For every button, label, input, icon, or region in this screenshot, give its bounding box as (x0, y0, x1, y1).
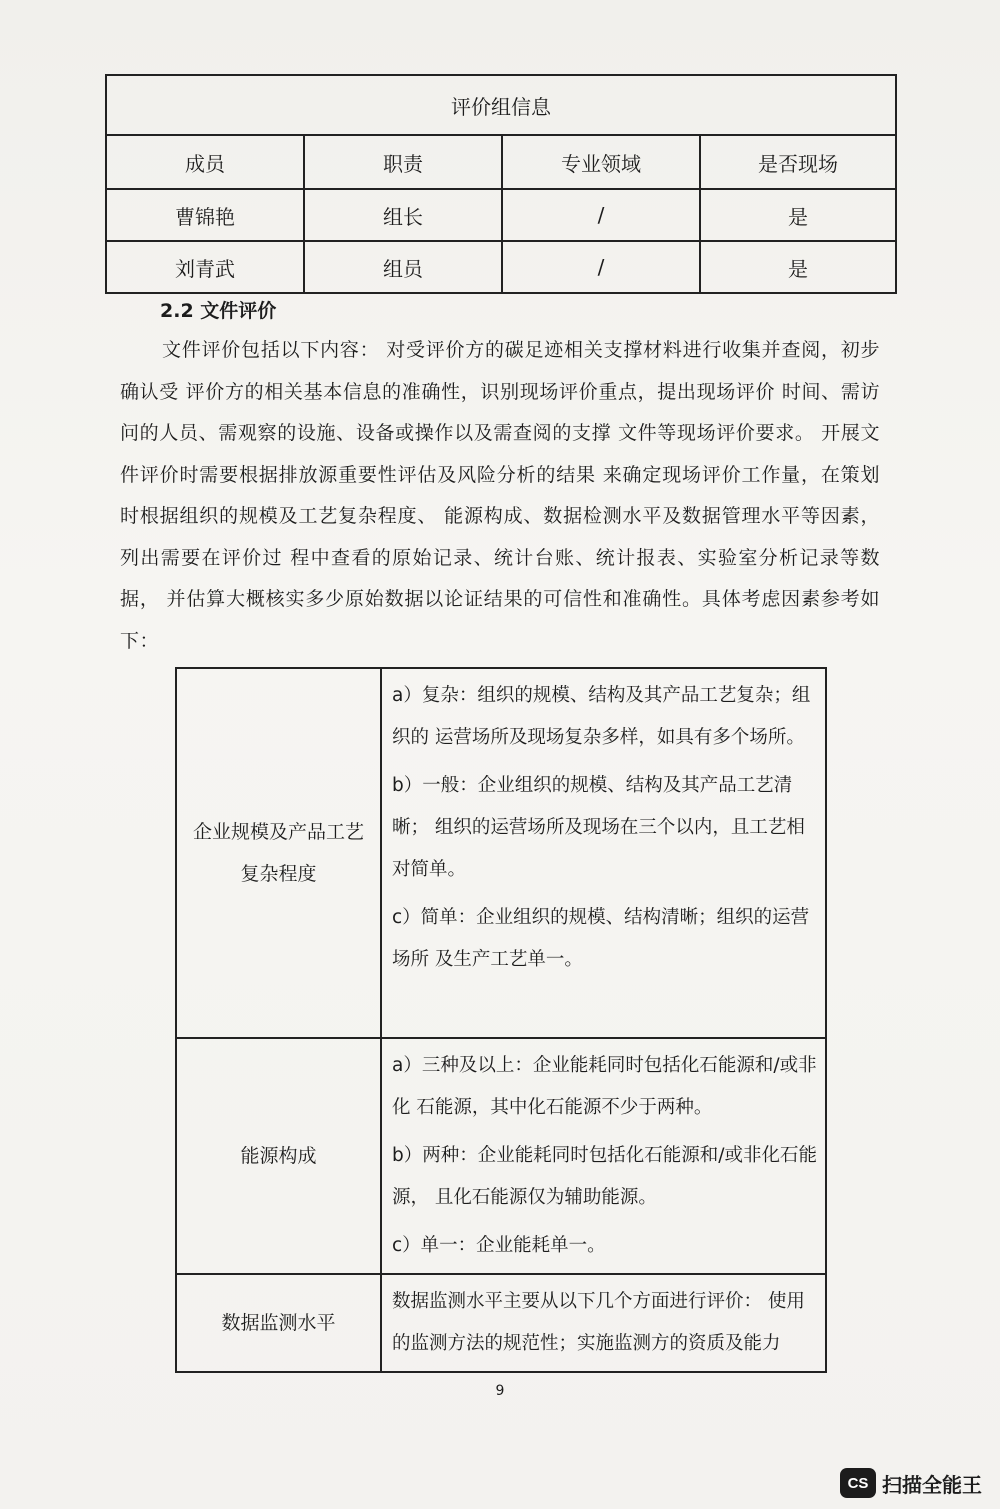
scanner-watermark (840, 1468, 982, 1498)
criteria-name: 企业规模及产品工艺 复杂程度 (176, 668, 381, 1038)
member-field: / (502, 189, 700, 241)
criteria-item: b）两种：企业能耗同时包括化石能源和/或非化石能源， 且化石能源仅为辅助能源。 (392, 1145, 817, 1208)
section-heading: 2.2 文件评价 (160, 300, 277, 322)
page-number: 9 (495, 1383, 505, 1399)
member-name: 刘青武 (106, 241, 304, 293)
member-field: / (502, 241, 700, 293)
criteria-name: 数据监测水平 (176, 1274, 381, 1372)
team-table-caption: 评价组信息 (106, 75, 896, 135)
scanner-app-name: 扫描全能王 (882, 1472, 982, 1497)
column-header-field: 专业领域 (502, 135, 700, 189)
criteria-table (175, 667, 827, 1373)
criteria-item: a）复杂：组织的规模、结构及其产品工艺复杂；组织的 运营场所及现场复杂多样，如具有多个场所。 (392, 685, 811, 748)
column-header-role: 职责 (304, 135, 502, 189)
member-role: 组长 (304, 189, 502, 241)
criteria-description (381, 668, 826, 1038)
criteria-item: 数据监测水平主要从以下几个方面进行评价： 使用的监测方法的规范性；实施监测方的资质及能力 (392, 1291, 805, 1354)
member-role: 组员 (304, 241, 502, 293)
criteria-name: 能源构成 (176, 1038, 381, 1274)
member-onsite: 是 (700, 241, 896, 293)
criteria-item: b）一般：企业组织的规模、结构及其产品工艺清晰； 组织的运营场所及现场在三个以内，且工艺相对简单。 (392, 775, 805, 880)
criteria-row (176, 1274, 826, 1372)
table-row (106, 189, 896, 241)
member-name: 曹锦艳 (106, 189, 304, 241)
column-header-member: 成员 (106, 135, 304, 189)
criteria-row (176, 668, 826, 1038)
criteria-item: c）简单：企业组织的规模、结构清晰；组织的运营场所 及生产工艺单一。 (392, 907, 810, 970)
criteria-description (381, 1038, 826, 1274)
evaluation-team-table (105, 74, 897, 294)
criteria-description (381, 1274, 826, 1372)
member-onsite: 是 (700, 189, 896, 241)
criteria-row (176, 1038, 826, 1274)
section-paragraph: 文件评价包括以下内容： 对受评价方的碳足迹相关支撑材料进行收集并查阅，初步确认受 评价方的相关基本信息的准确性，识别现场评价重点，提出现场评价 时间、需访问的人员、需观察的设施、设备或操作以及需查阅的支撑 文件等现场评价要求。 开展文件评价时需要根据排放源重要性评估及风险分析的结果 来确定现场评价工作量，在策划时根据组织的规模及工艺复杂程度、 能源构成、数据检测水平及数据管理水平等因素，列出需要在评价过 程中查看的原始记录、统计台账、统计报表、实验室分析记录等数据， 并估算大概核实多少原始数据以论证结果的可信性和准确性。具体考虑因素参考如下： (120, 339, 880, 652)
criteria-item: c）单一：企业能耗单一。 (392, 1235, 606, 1256)
table-row (106, 241, 896, 293)
criteria-item: a）三种及以上：企业能耗同时包括化石能源和/或非化 石能源，其中化石能源不少于两种。 (392, 1055, 817, 1118)
column-header-onsite: 是否现场 (700, 135, 896, 189)
camscanner-logo-icon: CS (840, 1468, 876, 1498)
